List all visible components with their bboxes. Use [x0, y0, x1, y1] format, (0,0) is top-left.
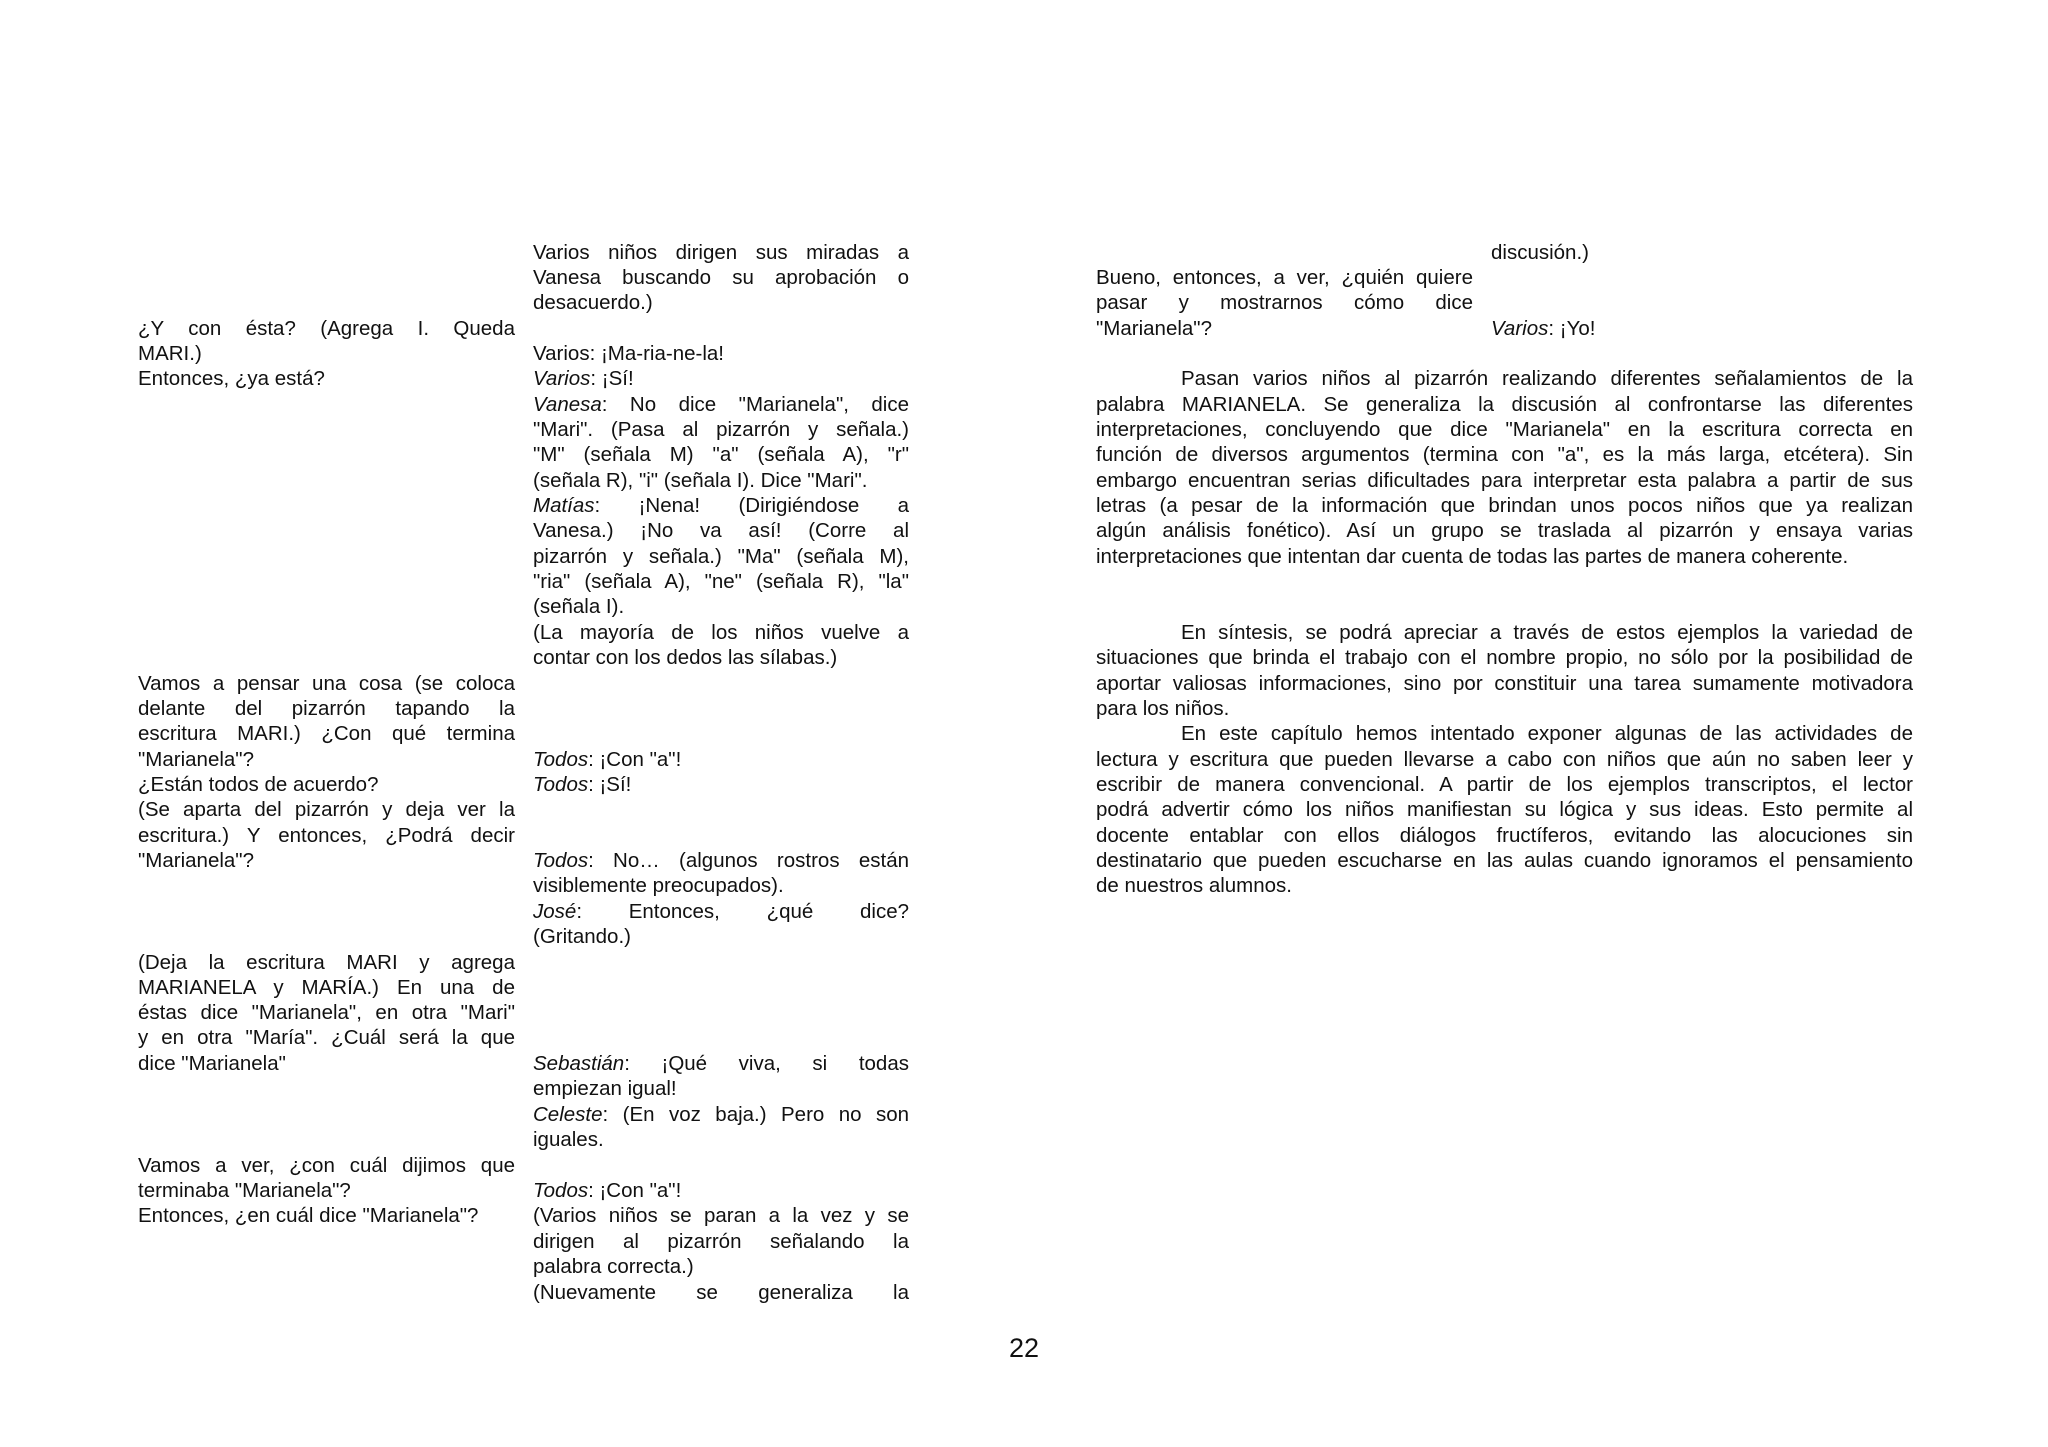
children-line: (señala R), "i" (señala I). Dice "Mari".: [533, 469, 868, 492]
children-line: [533, 899, 909, 924]
children-line: [533, 747, 909, 772]
children-line: visiblemente preocupados).: [533, 874, 784, 897]
speaker-name: Varios: [533, 367, 591, 390]
paragraph-line: algún análisis fonético). Así un grupo se traslada al pizarrón y ensaya varias: [1096, 519, 1913, 542]
speaker-name: Varios: [1491, 317, 1549, 340]
children-line: [533, 772, 909, 797]
children-line: [533, 392, 909, 417]
children-line: Vanesa buscando su aprobación o: [533, 266, 909, 289]
children-line: [533, 493, 909, 518]
speech-text: : No… (algunos rostros están: [588, 849, 909, 872]
paragraph-line: Pasan varios niños al pizarrón realizando diferentes señalamientos de la: [1181, 367, 1913, 390]
children-line: [1491, 316, 1791, 341]
teacher-line: Bueno, entonces, a ver, ¿quién quiere: [1096, 266, 1473, 289]
children-line: [533, 1102, 909, 1127]
teacher-line: y en otra "María". ¿Cuál será la que: [138, 1026, 515, 1049]
page-number: 22: [1008, 1333, 1040, 1363]
paragraph-line: función de diversos argumentos (termina con "a", es la más larga, etcétera). Sin: [1096, 443, 1913, 466]
speaker-name: José: [533, 900, 577, 923]
paragraph-line: situaciones que brinda el trabajo con el nombre propio, no sólo por la posibilidad de: [1096, 646, 1913, 669]
teacher-line: MARIANELA y MARÍA.) En una de: [138, 976, 515, 999]
teacher-line: Entonces, ¿ya está?: [138, 367, 325, 390]
children-line: [533, 1051, 909, 1076]
speech-text: : ¡Nena! (Dirigiéndose a: [594, 494, 909, 517]
teacher-line: Entonces, ¿en cuál dice "Marianela"?: [138, 1204, 479, 1227]
teacher-line: pasar y mostrarnos cómo dice: [1096, 291, 1473, 314]
children-line: (Gritando.): [533, 925, 631, 948]
speaker-name: Vanesa: [533, 393, 602, 416]
paragraph-line: para los niños.: [1096, 697, 1230, 720]
speaker-name: Todos: [533, 1179, 589, 1202]
teacher-line: dice "Marianela": [138, 1052, 286, 1075]
teacher-line: "Marianela"?: [1096, 317, 1212, 340]
paragraph-line: podrá advertir cómo los niños manifiestan su lógica y sus ideas. Esto permite al: [1096, 798, 1913, 821]
teacher-line: "Marianela"?: [138, 748, 254, 771]
speaker-name: Todos: [533, 748, 589, 771]
speech-text: : ¡Con "a"!: [588, 1179, 682, 1202]
paragraph-line: letras (a pesar de la información que brindan unos pocos niños que ya realizan: [1096, 494, 1913, 517]
teacher-line: ¿Y con ésta? (Agrega I. Queda: [138, 317, 515, 340]
speaker-name: Todos: [533, 849, 589, 872]
children-line: "ria" (señala A), "ne" (señala R), "la": [533, 570, 909, 593]
children-line: [533, 366, 909, 391]
teacher-line: (Deja la escritura MARI y agrega: [138, 951, 515, 974]
paragraph-line: lectura y escritura que pueden llevarse a cabo con niños que aún no saben leer y: [1096, 748, 1913, 771]
paragraph-line: palabra MARIANELA. Se generaliza la discusión al confrontarse las diferentes: [1096, 393, 1913, 416]
speaker-name: Todos: [533, 773, 589, 796]
teacher-line: "Marianela"?: [138, 849, 254, 872]
speech-text: : No dice "Marianela", dice: [601, 393, 909, 416]
children-line: iguales.: [533, 1128, 604, 1151]
paragraph-line: embargo encuentran serias dificultades para interpretar esta palabra a partir de sus: [1096, 469, 1913, 492]
paragraph-line: En síntesis, se podrá apreciar a través de estos ejemplos la variedad de: [1181, 621, 1913, 644]
children-line: palabra correcta.): [533, 1255, 694, 1278]
teacher-line: Vamos a pensar una cosa (se coloca: [138, 672, 515, 695]
speech-text: : (En voz baja.) Pero no son: [602, 1103, 909, 1126]
children-line: pizarrón y señala.) "Ma" (señala M),: [533, 545, 909, 568]
children-line: "Mari". (Pasa al pizarrón y señala.): [533, 418, 909, 441]
paragraph-line: docente entablar con ellos diálogos fructíferos, evitando las alocuciones sin: [1096, 824, 1913, 847]
teacher-line: escritura.) Y entonces, ¿Podrá decir: [138, 824, 515, 847]
children-line: "M" (señala M) "a" (señala A), "r": [533, 443, 909, 466]
paragraph-line: de nuestros alumnos.: [1096, 874, 1293, 897]
teacher-line: terminaba "Marianela"?: [138, 1179, 351, 1202]
paragraph-line: interpretaciones que intentan dar cuenta de todas las partes de manera coherente.: [1096, 545, 1849, 568]
paragraph-line: escribir de manera convencional. A partir de los ejemplos transcriptos, el lector: [1096, 773, 1913, 796]
teacher-line: Vamos a ver, ¿con cuál dijimos que: [138, 1154, 515, 1177]
children-line: empiezan igual!: [533, 1077, 677, 1100]
paragraph-line: aportar valiosas informaciones, sino por constituir una tarea sumamente motivadora: [1096, 672, 1913, 695]
children-line: [533, 1178, 909, 1203]
speech-text: : ¡Sí!: [590, 367, 634, 390]
speech-text: : ¡Qué viva, si todas: [624, 1052, 909, 1075]
children-line: contar con los dedos las sílabas.): [533, 646, 838, 669]
children-line: dirigen al pizarrón señalando la: [533, 1230, 909, 1253]
children-line: (Varios niños se paran a la vez y se: [533, 1204, 909, 1227]
children-line: (La mayoría de los niños vuelve a: [533, 621, 909, 644]
teacher-line: delante del pizarrón tapando la: [138, 697, 515, 720]
speech-text: : ¡Sí!: [588, 773, 632, 796]
speaker-name: Celeste: [533, 1103, 603, 1126]
teacher-line: (Se aparta del pizarrón y deja ver la: [138, 798, 515, 821]
children-line: Vanesa.) ¡No va así! (Corre al: [533, 519, 909, 542]
teacher-line: MARI.): [138, 342, 202, 365]
children-line: discusión.): [1491, 241, 1589, 264]
teacher-line: escritura MARI.) ¿Con qué termina: [138, 722, 515, 745]
speaker-name: Matías: [533, 494, 595, 517]
children-line: Varios: ¡Ma-ria-ne-la!: [533, 342, 724, 365]
speech-text: : ¡Yo!: [1548, 317, 1596, 340]
children-line: (Nuevamente se generaliza la: [533, 1281, 909, 1304]
teacher-line: éstas dice "Marianela", en otra "Mari": [138, 1001, 515, 1024]
paragraph-line: destinatario que pueden escucharse en las aulas cuando ignoramos el pensamiento: [1096, 849, 1913, 872]
speech-text: : ¡Con "a"!: [588, 748, 682, 771]
speech-text: : Entonces, ¿qué dice?: [576, 900, 909, 923]
paragraph-line: En este capítulo hemos intentado exponer algunas de las actividades de: [1181, 722, 1913, 745]
teacher-line: ¿Están todos de acuerdo?: [138, 773, 379, 796]
paragraph-line: interpretaciones, concluyendo que dice "Marianela" en la escritura correcta en: [1096, 418, 1913, 441]
speaker-name: Sebastián: [533, 1052, 625, 1075]
children-line: Varios niños dirigen sus miradas a: [533, 241, 909, 264]
children-line: [533, 848, 909, 873]
children-line: desacuerdo.): [533, 291, 653, 314]
children-line: (señala I).: [533, 595, 625, 618]
